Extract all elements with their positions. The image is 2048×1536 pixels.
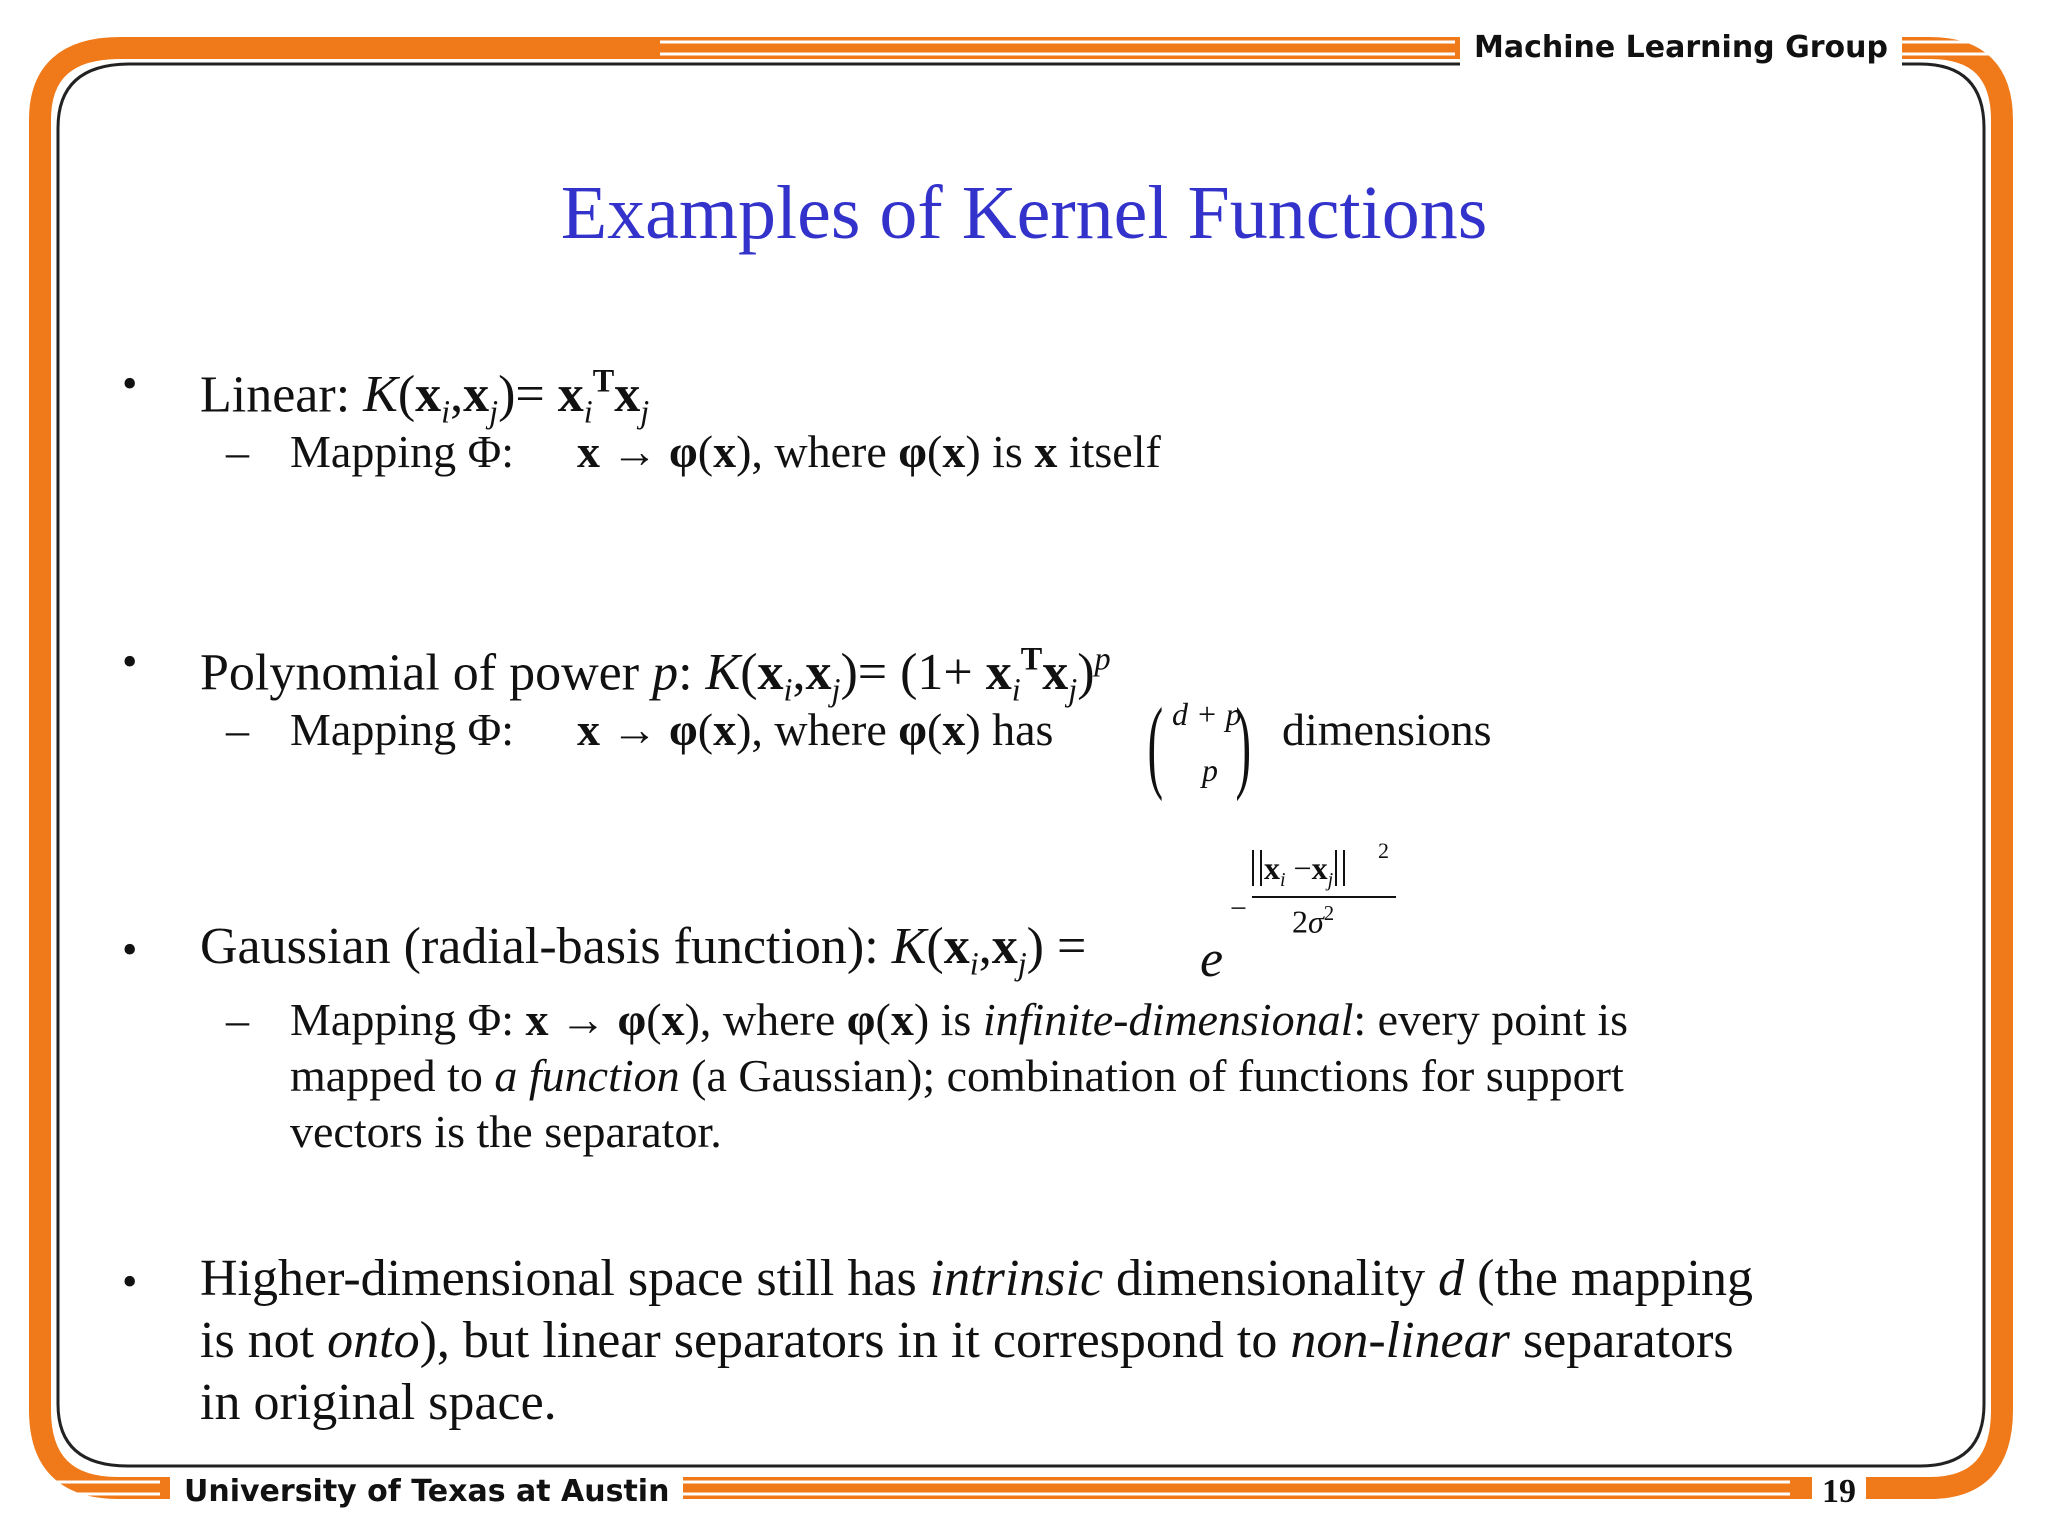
sub-bullet-gaussian-line2 (290, 1048, 1624, 1104)
sub-end: itself (1068, 426, 1161, 477)
gaussian-exponential: e − $x_i -x_j$ 2 $2\sigma^2$ (1200, 830, 1420, 970)
text-segment: Higher-dimensional space still has (200, 1250, 917, 1307)
mapping-label: Mapping Φ: (290, 994, 515, 1045)
sub-bullet-marker: – (226, 704, 249, 755)
bullet-marker: • (122, 1257, 138, 1306)
text-segment: (the mapping (1477, 1250, 1753, 1307)
footer-university: University of Texas at Austin (170, 1472, 683, 1512)
text-segment: ), but linear separators in it correspond to (419, 1312, 1278, 1369)
sub-bullet-gaussian-line3: vectors is the separator. (290, 1106, 722, 1157)
text-segment: separators (1522, 1312, 1734, 1369)
emphasis-a-function: a function (494, 1050, 680, 1101)
sub-rest: : every point is (1353, 994, 1629, 1045)
gaussian-kernel-lhs: $K(x_i,x_j)$ = (891, 918, 1087, 982)
polynomial-kernel-formula: $K(x_i,x_j)= (1+ x_i^Tx_j)^p$ (705, 641, 1111, 708)
mapping-label: Mapping Φ: (290, 704, 515, 755)
bullet-higher-dimensional-line3: in original space. (200, 1374, 557, 1431)
mapping-label: Mapping Φ: (290, 426, 515, 477)
bullet-marker: • (122, 925, 138, 974)
sub-mid: is (940, 994, 972, 1045)
bullet-label: Gaussian (radial-basis function): (200, 918, 879, 975)
power-variable: p (652, 644, 679, 702)
dimensions-label: dimensions (1282, 704, 1492, 755)
sub-bullet-gaussian-line1: Mapping Φ: x → φ(x), where φ(x) is infinite-dimensional: every point is (290, 994, 1629, 1045)
page-number: 19 (1812, 1472, 1866, 1512)
sub-bullet-polynomial: Mapping Φ: x → φ(x), where φ(x) has (290, 704, 1054, 755)
sub-bullet-marker: – (226, 994, 249, 1045)
linear-kernel-formula: $K(x_i,x_j)= x_i^Tx_j$ (363, 363, 650, 430)
header-group-name: Machine Learning Group (1460, 28, 1902, 68)
sub-text: where (722, 994, 836, 1045)
bullet-label: Linear: (200, 366, 351, 424)
slide-title: Examples of Kernel Functions (560, 171, 1488, 255)
binomial-coefficient: ( d + p p ) (1147, 687, 1252, 802)
sub-bullet-marker: – (226, 426, 249, 477)
sub-bullet-linear: Mapping Φ: x → φ(x), where φ(x) is x itself (290, 426, 1161, 477)
sub-text: where (774, 426, 887, 477)
bullet-higher-dimensional-line2 (200, 1310, 1734, 1372)
text-segment: dimensionality (1116, 1250, 1426, 1307)
dimension-variable: d (1438, 1250, 1465, 1307)
sub-tail: has (992, 704, 1054, 755)
emphasis-infinite-dimensional: infinite-dimensional (982, 994, 1354, 1045)
bullet-polynomial: Polynomial of power p: $K(x_i,x_j)= (1+ x_i^Tx_j)^p$ (200, 641, 1111, 708)
bullet-label: Polynomial of power (200, 644, 640, 702)
bullet-higher-dimensional-line1 (200, 1248, 1753, 1310)
bullet-gaussian (200, 916, 1086, 994)
emphasis-non-linear: non-linear (1290, 1312, 1510, 1369)
emphasis-onto: onto (327, 1312, 420, 1369)
sub-text: where (774, 704, 887, 755)
sub-line2-start: mapped to (290, 1050, 483, 1101)
emphasis-intrinsic: intrinsic (929, 1250, 1104, 1307)
bullet-marker: • (122, 359, 138, 408)
text-segment: is not (200, 1312, 315, 1369)
bullet-marker: • (122, 637, 138, 686)
sub-line2-end: (a Gaussian); combination of functions for support (691, 1050, 1624, 1101)
sub-tail: is (992, 426, 1023, 477)
